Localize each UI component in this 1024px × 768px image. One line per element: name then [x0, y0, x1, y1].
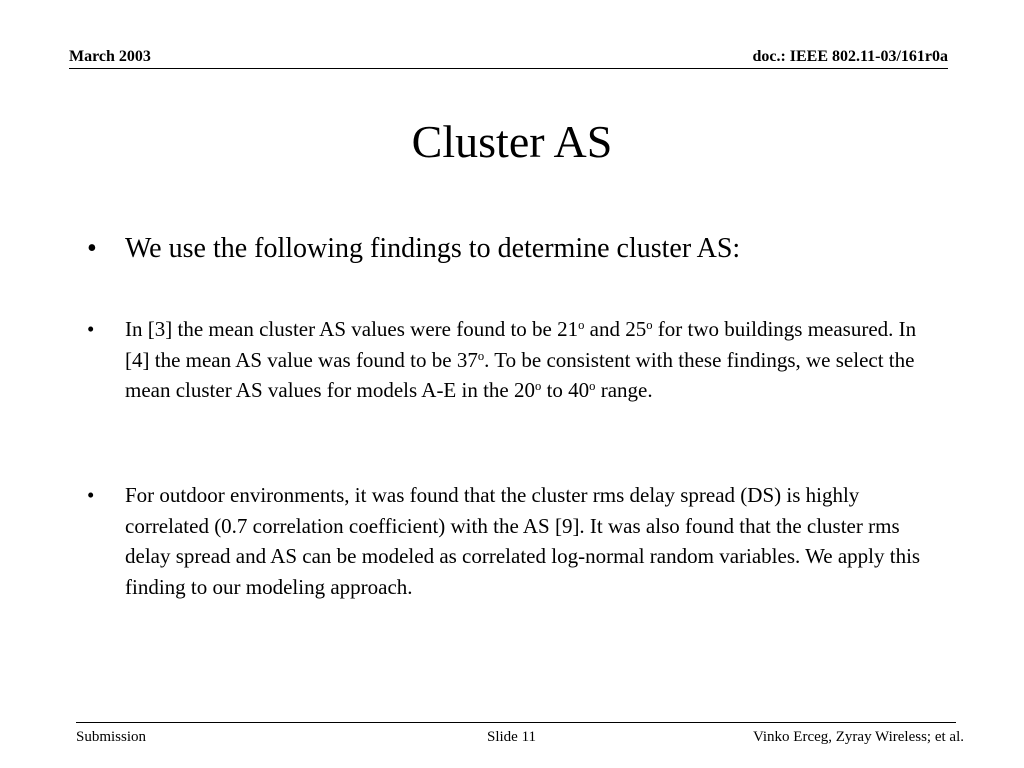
footer-authors: Vinko Erceg, Zyray Wireless; et al. — [752, 729, 964, 745]
text-run: to 40 — [541, 378, 590, 402]
bullet-marker: • — [87, 317, 95, 341]
bullet-marker: • — [87, 233, 97, 264]
text-run: In [3] the mean cluster AS values were found to be 21 — [125, 317, 579, 341]
degree-superscript: o — [535, 379, 542, 394]
bullet-item-2-text: For outdoor environments, it was found that the cluster rms delay spread (DS) is highly correlated (0.7 correlation coefficient) with the AS [9]. It was also found that the cluster rms delay spread and AS can be modeled as correlated log-normal random variables. We apply this finding to our modeling approach. — [125, 483, 921, 599]
footer-slide-number: Slide 11 — [487, 729, 537, 745]
header-date: March 2003 — [69, 48, 151, 65]
bullet-intro-text: We use the following findings to determine cluster AS: — [125, 233, 741, 264]
text-run: range. — [595, 378, 653, 402]
text-run: and 25 — [584, 317, 647, 341]
header-divider — [69, 68, 948, 69]
footer-submission: Submission — [76, 729, 147, 745]
degree-superscript: o — [646, 318, 653, 333]
text-run: . To be consistent with these findings, we select the mean cluster AS values for models A-E in the 20 — [125, 347, 915, 402]
degree-superscript: o — [477, 348, 485, 363]
footer-divider — [76, 722, 956, 723]
slide-title: Cluster AS — [411, 116, 613, 167]
bullet-item-1 — [87, 314, 936, 406]
degree-superscript: o — [578, 318, 585, 333]
text-run: for two buildings measured. In [4] the mean AS value was found to be 37 — [125, 317, 917, 372]
degree-superscript: o — [589, 379, 596, 394]
bullet-marker: • — [87, 483, 95, 507]
bullet-item-1-text — [125, 314, 936, 406]
bullet-intro — [87, 230, 936, 268]
header-doc-id: doc.: IEEE 802.11-03/161r0a — [752, 48, 948, 65]
bullet-item-2 — [87, 480, 936, 602]
